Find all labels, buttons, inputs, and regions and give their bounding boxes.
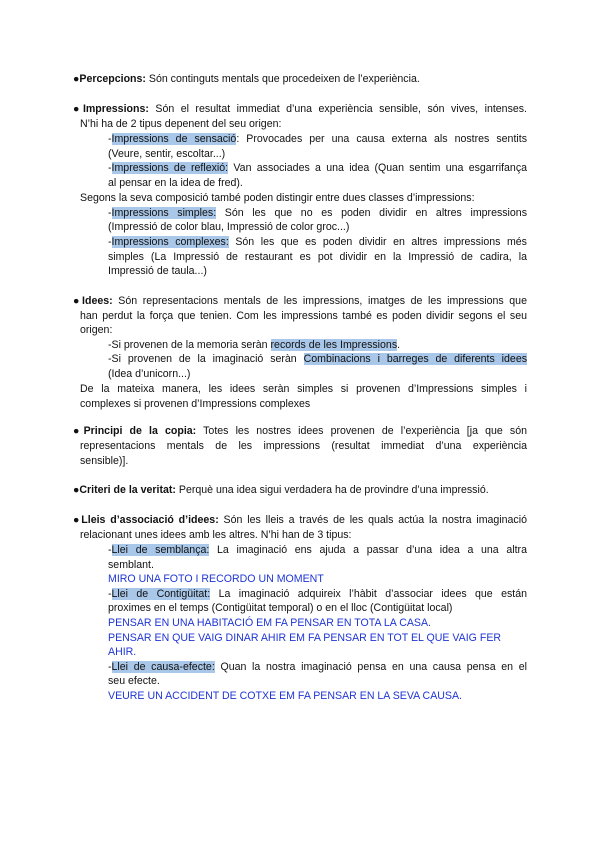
idees-line2: han perdut la força que tenien. Com les impressions també es poden dividir segons el seu <box>80 310 527 322</box>
idees-line3: origen: <box>80 324 113 336</box>
idees-imaginacio-highlight: Combinacions i barreges de diferents idees <box>303 353 528 365</box>
lleis-contiguitat-text: La imaginació adquireix l’hàbit d’associar idees que están <box>210 588 527 600</box>
impressions-complexes-line3: Impressió de taula...) <box>108 265 207 277</box>
impressions-reflexio-line2: al pensar en la idea de fred). <box>108 177 243 189</box>
lleis-contiguitat-highlight: Llei de Contigüitat: <box>111 588 211 600</box>
impressions-sensacio-highlight: Impressions de sensació <box>111 133 237 145</box>
lleis-semblanca-highlight: Llei de semblança: <box>111 544 210 556</box>
idees-mateixa-line2: complexes si provenen d’Impressions complexes <box>80 398 311 410</box>
impressions-complexes-highlight: Impressions complexes: <box>111 236 229 248</box>
veritat-text: Perquè una idea sigui verdadera ha de provindre d’una impressió. <box>175 484 489 496</box>
lleis-contiguitat-line2: proximes en el temps (Contigüitat temporal) o en el lloc (Contigüitat local) <box>108 602 453 614</box>
lleis-text: Són les lleis a través de les quals actúa la nostra imaginació <box>218 514 527 526</box>
impressions-sensacio-line2: (Veure, sentir, escoltar...) <box>108 148 226 160</box>
percepcions-term: ●Percepcions: <box>73 73 146 85</box>
lleis-semblanca-line2: semblant. <box>108 559 154 571</box>
impressions-reflexio-text: Van associades a una idea (Quan sentim una esgarrifança <box>228 162 528 174</box>
lleis-contiguitat-line: -Llei de Contigüitat: La imaginació adquireix l’hàbit d’associar idees que están <box>108 588 527 600</box>
idees-term: ●Idees: <box>73 295 113 307</box>
idees-imaginacio-line2: (Idea d’unicorn...) <box>108 368 191 380</box>
impressions-complexes-line2: simples (La Impressió de restaurant es pot dividir en la Impressió de cadira, la <box>108 251 527 263</box>
lleis-term: ●Lleis d’associació d’idees: <box>73 514 219 526</box>
impressions-sensacio-line: -Impressions de sensació: Provocades per una causa externa als nostres sentits <box>108 133 527 145</box>
impressions-reflexio-line: -Impressions de reflexió: Van associades a una idea (Quan sentim una esgarrifança <box>108 162 528 174</box>
impressions-reflexio-highlight: Impressions de reflexió: <box>111 162 229 174</box>
impressions-complexes-line: -Impressions complexes: Són les que es poden dividir en altres impressions més <box>108 236 527 248</box>
impressions-term: ●Impressions: <box>73 103 149 115</box>
lleis-causa-example: VEURE UN ACCIDENT DE COTXE EM FA PENSAR EN LA SEVA CAUSA. <box>108 690 463 702</box>
idees-paragraph <box>73 294 527 309</box>
idees-imaginacio-pre: -Si provenen de la imaginació seràn <box>108 353 304 365</box>
impressions-paragraph <box>73 102 527 117</box>
lleis-semblanca-line: -Llei de semblança: La imaginació ens ajuda a passar d’una idea a una altra <box>108 544 527 556</box>
copia-line2: representacions mentals de les impressions (resultat immediat d’una experiència <box>80 440 527 452</box>
lleis-causa-text: Quan la nostra imaginació pensa en una causa pensa en el <box>214 661 528 673</box>
lleis-contiguitat-example2: PENSAR EN QUE VAIG DINAR AHIR EM FA PENSAR EN TOT EL QUE VAIG FER <box>108 632 502 644</box>
impressions-simples-line: -Impressions simples: Són les que no es poden dividir en altres impressions <box>108 207 527 219</box>
idees-memoria-post: . <box>397 339 401 351</box>
impressions-sensacio-text: : Provocades per una causa externa als nostres sentits <box>236 133 527 145</box>
idees-text: Són representacions mentals de les impressions, imatges de les impressions que <box>112 295 527 307</box>
idees-memoria-line <box>108 338 400 353</box>
lleis-contiguitat-example2-line2: AHIR. <box>108 646 137 658</box>
impressions-composicio: Segons la seva composició també poden distingir entre dues classes d’impressions: <box>80 192 475 204</box>
copia-term: ●Principi de la copia: <box>73 425 197 437</box>
copia-text: Totes les nostres idees provenen de l’experiència [ja que són <box>196 425 527 437</box>
impressions-complexes-text: Són les que es poden dividir en altres impressions més <box>228 236 527 248</box>
veritat-term: ●Criteri de la veritat: <box>73 484 176 496</box>
lleis-causa-line2: seu efecte. <box>108 675 160 687</box>
veritat-paragraph <box>73 483 489 498</box>
lleis-semblanca-example: MIRO UNA FOTO I RECORDO UN MOMENT <box>108 573 324 585</box>
copia-paragraph <box>73 424 527 439</box>
lleis-causa-line: -Llei de causa-efecte: Quan la nostra imaginació pensa en una causa pensa en el <box>108 661 528 673</box>
lleis-semblanca-text: La imaginació ens ajuda a passar d’una idea a una altra <box>209 544 527 556</box>
impressions-simples-line2: (Impressió de color blau, Impressió de color groc...) <box>108 221 350 233</box>
lleis-causa-highlight: Llei de causa-efecte: <box>111 661 215 673</box>
idees-memoria-pre: -Si provenen de la memoria seràn <box>108 339 271 351</box>
lleis-paragraph <box>73 513 527 528</box>
impressions-text: Són el resultat immediat d’una experiència sensible, són vives, intenses. <box>148 103 528 115</box>
impressions-simples-highlight: Impressions simples: <box>111 207 217 219</box>
percepcions-paragraph <box>73 72 420 87</box>
idees-imaginacio-line <box>108 352 527 367</box>
impressions-line2: N’hi ha de 2 tipus depenent del seu origen: <box>80 118 282 130</box>
impressions-simples-text: Són les que no es poden dividir en altres impressions <box>216 207 527 219</box>
idees-mateixa-line: De la mateixa manera, les idees seràn simples si provenen d’Impressions simples i <box>80 383 527 395</box>
lleis-contiguitat-example1: PENSAR EN UNA HABITACIÓ EM FA PENSAR EN TOTA LA CASA. <box>108 617 432 629</box>
idees-memoria-highlight: records de les Impressions <box>270 339 398 351</box>
percepcions-text: Són continguts mentals que procedeixen de l’experiència. <box>145 73 420 85</box>
copia-line3: sensible)]. <box>80 455 129 467</box>
lleis-line2: relacionant unes idees amb les altres. N’hi han de 3 tipus: <box>80 529 352 541</box>
